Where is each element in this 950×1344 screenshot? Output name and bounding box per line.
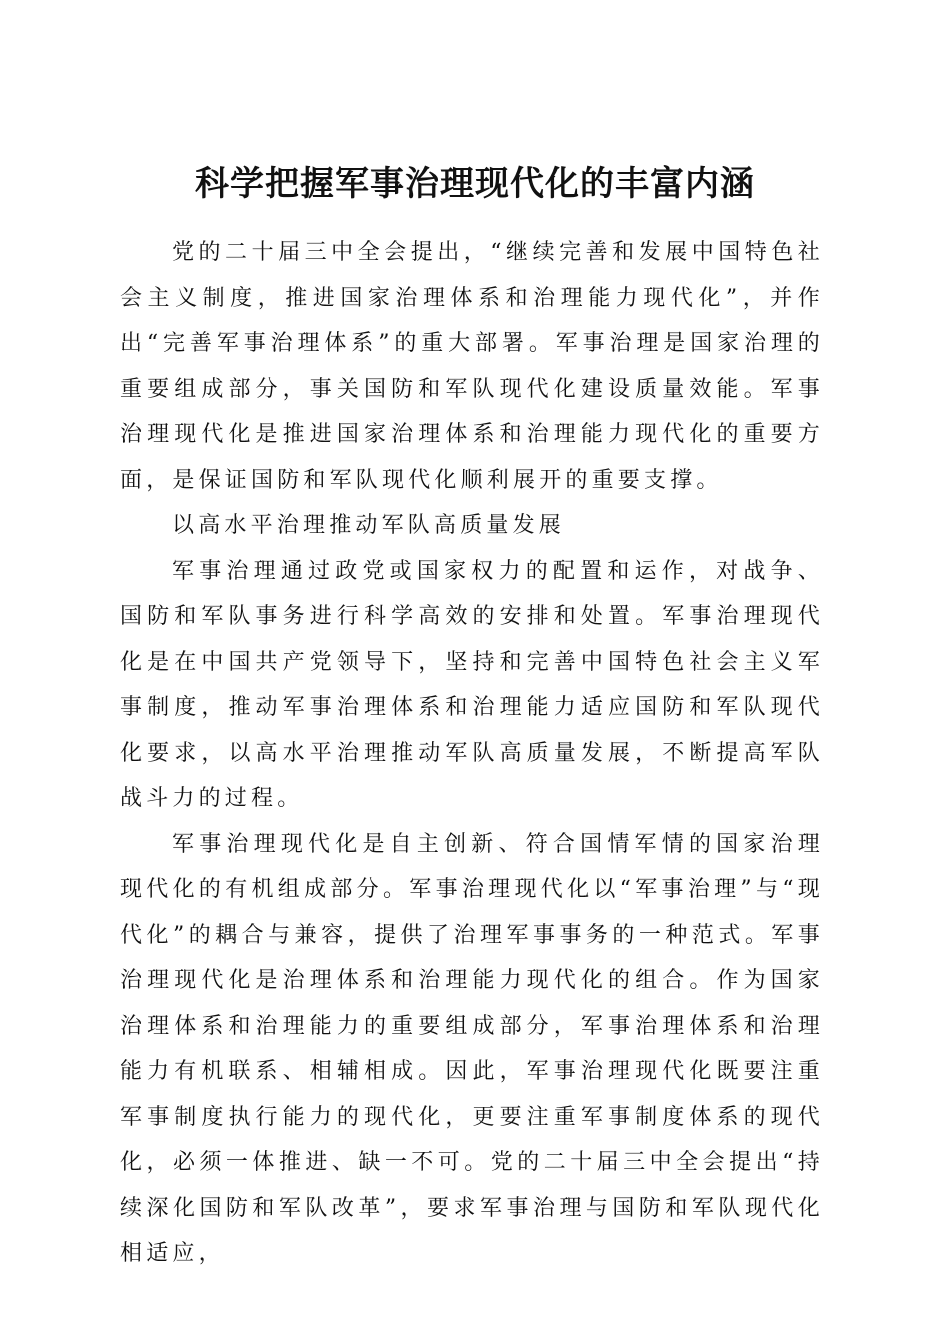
paragraph-intro: 党的二十届三中全会提出，“继续完善和发展中国特色社会主义制度，推进国家治理体系和治理能力现代化”，并作出“完善军事治理体系”的重大部署。军事治理是国家治理的重要组成部分，事关国防和军队现代化建设质量效能。军事治理现代化是推进国家治理体系和治理能力现代化的重要方面，是保证国防和军队现代化顺利展开的重要支撑。 — [120, 240, 824, 493]
document-body — [120, 230, 824, 1277]
paragraph-definition: 军事治理通过政党或国家权力的配置和运作，对战争、国防和军队事务进行科学高效的安排和处置。军事治理现代化是在中国共产党领导下，坚持和完善中国特色社会主义军事制度，推动军事治理体系和治理能力适应国防和军队现代化要求，以高水平治理推动军队高质量发展，不断提高军队战斗力的过程。 — [120, 558, 824, 811]
section-heading: 以高水平治理推动军队高质量发展 — [172, 513, 566, 538]
document-title: 科学把握军事治理现代化的丰富内涵 — [195, 163, 755, 204]
paragraph-modernization: 军事治理现代化是自主创新、符合国情军情的国家治理现代化的有机组成部分。军事治理现代化以“军事治理”与“现代化”的耦合与兼容，提供了治理军事事务的一种范式。军事治理现代化是治理体系和治理能力现代化的组合。作为国家治理体系和治理能力的重要组成部分，军事治理体系和治理能力有机联系、相辅相成。因此，军事治理现代化既要注重军事制度执行能力的现代化，更要注重军事制度体系的现代化，必须一体推进、缺一不可。党的二十届三中全会提出“持续深化国防和军队改革”，要求军事治理与国防和军队现代化相适应， — [120, 831, 824, 1266]
